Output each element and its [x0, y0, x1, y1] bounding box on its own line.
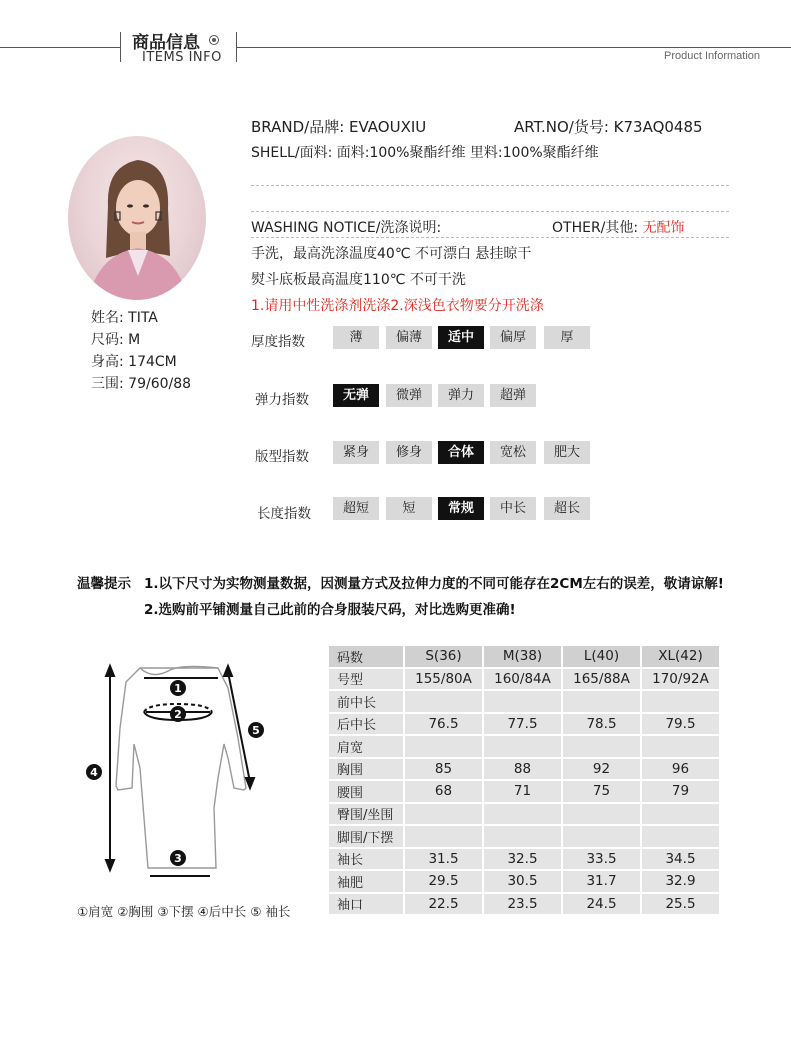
header-cell: M(38): [484, 646, 561, 667]
table-cell: [405, 691, 482, 712]
row-label: 腰围: [329, 781, 403, 802]
header-dot-icon: [209, 35, 219, 45]
index-thickness-label: 厚度指数: [251, 334, 305, 350]
header-cell: 码数: [329, 646, 403, 667]
notice-line-1: 1.以下尺寸为实物测量数据，因测量方式及拉伸力度的不同可能存在2CM左右的误差，敬请谅解!: [144, 576, 724, 592]
table-cell: 24.5: [563, 894, 640, 915]
row-label: 胸围: [329, 759, 403, 780]
table-cell: 77.5: [484, 714, 561, 735]
index-elasticity-label: 弹力指数: [255, 392, 309, 408]
thickness-option-4: 偏厚: [490, 326, 536, 349]
length-option-2: 短: [386, 497, 432, 520]
table-cell: 165/88A: [563, 669, 640, 690]
thickness-option-1: 薄: [333, 326, 379, 349]
length-option-3-selected: 常规: [438, 497, 484, 520]
notice-line-2: 2.选购前平铺测量自己此前的合身服装尺码，对比选购更准确!: [144, 602, 516, 618]
table-cell: 33.5: [563, 849, 640, 870]
fit-option-4: 宽松: [490, 441, 536, 464]
table-row: [329, 871, 719, 892]
table-cell: [405, 826, 482, 847]
spec-shell: SHELL/面料: 面料:100%聚酯纤维 里料:100%聚酯纤维: [251, 145, 599, 161]
table-row: [329, 826, 719, 847]
header-cell: S(36): [405, 646, 482, 667]
table-cell: 30.5: [484, 871, 561, 892]
diagram-legend: ①肩宽 ②胸围 ③下摆 ④后中长 ⑤ 袖长: [77, 904, 291, 919]
fit-option-2: 修身: [386, 441, 432, 464]
row-label: 袖口: [329, 894, 403, 915]
row-label: 臀围/坐围: [329, 804, 403, 825]
table-row: [329, 691, 719, 712]
table-row: [329, 669, 719, 690]
row-label: 肩宽: [329, 736, 403, 757]
table-row: [329, 781, 719, 802]
model-measurements: 三围: 79/60/88: [91, 376, 192, 392]
table-cell: 88: [484, 759, 561, 780]
table-row: [329, 804, 719, 825]
table-cell: 22.5: [405, 894, 482, 915]
spec-divider-3: [251, 237, 729, 238]
row-label: 袖肥: [329, 871, 403, 892]
spec-other-value: 无配饰: [642, 220, 685, 236]
table-cell: 25.5: [642, 894, 719, 915]
table-cell: [563, 804, 640, 825]
length-option-4: 中长: [490, 497, 536, 520]
table-cell: [484, 804, 561, 825]
table-cell: 32.9: [642, 871, 719, 892]
table-row: [329, 714, 719, 735]
model-avatar: [68, 136, 206, 300]
table-cell: [563, 826, 640, 847]
table-cell: [405, 736, 482, 757]
header-cell: L(40): [563, 646, 640, 667]
marker-1-label: 1: [174, 682, 182, 695]
notice-label: 温馨提示: [77, 576, 131, 592]
table-cell: [563, 691, 640, 712]
table-cell: 78.5: [563, 714, 640, 735]
marker-5-label: 5: [252, 724, 260, 737]
header-right-text: Product Information: [664, 50, 760, 62]
table-cell: 68: [405, 781, 482, 802]
wash-line-1: 手洗，最高洗涤温度40℃ 不可漂白 悬挂晾干: [251, 246, 532, 262]
table-cell: 85: [405, 759, 482, 780]
header-rule-right: [236, 47, 791, 48]
model-name: 姓名: TITA: [91, 310, 158, 326]
model-info: [91, 307, 191, 395]
elasticity-option-1-selected: 无弹: [333, 384, 379, 407]
table-row: [329, 759, 719, 780]
table-cell: 160/84A: [484, 669, 561, 690]
spec-other: [552, 217, 685, 237]
marker-3-label: 3: [174, 852, 182, 865]
header-title: 商品信息: [132, 33, 200, 53]
index-fit-label: 版型指数: [255, 449, 309, 465]
spec-divider-2: [251, 211, 729, 212]
wash-line-3: 1.请用中性洗涤剂洗涤2.深浅色衣物要分开洗涤: [251, 298, 544, 314]
table-cell: 23.5: [484, 894, 561, 915]
table-cell: [484, 691, 561, 712]
table-cell: [642, 691, 719, 712]
spec-divider-1: [251, 185, 729, 186]
table-cell: 34.5: [642, 849, 719, 870]
fit-option-3-selected: 合体: [438, 441, 484, 464]
table-cell: 155/80A: [405, 669, 482, 690]
row-label: 后中长: [329, 714, 403, 735]
row-label: 前中长: [329, 691, 403, 712]
table-cell: 79: [642, 781, 719, 802]
row-label: 号型: [329, 669, 403, 690]
model-size: 尺码: M: [91, 332, 141, 348]
thickness-option-3-selected: 适中: [438, 326, 484, 349]
table-cell: [405, 804, 482, 825]
table-cell: 31.5: [405, 849, 482, 870]
table-cell: [642, 736, 719, 757]
marker-4-label: 4: [90, 766, 98, 779]
table-cell: 92: [563, 759, 640, 780]
length-option-1: 超短: [333, 497, 379, 520]
table-cell: 71: [484, 781, 561, 802]
fit-option-5: 肥大: [544, 441, 590, 464]
size-table: [327, 644, 721, 916]
elasticity-option-2: 微弹: [386, 384, 432, 407]
table-cell: 29.5: [405, 871, 482, 892]
table-cell: 76.5: [405, 714, 482, 735]
table-cell: 75: [563, 781, 640, 802]
header-tick-left: [120, 32, 121, 62]
header-subtitle: ITEMS INFO: [142, 50, 222, 65]
table-cell: [484, 826, 561, 847]
spec-other-label: OTHER/其他:: [552, 220, 643, 236]
table-cell: 170/92A: [642, 669, 719, 690]
table-cell: [642, 804, 719, 825]
marker-2-label: 2: [174, 708, 182, 721]
wash-line-2: 熨斗底板最高温度110℃ 不可干洗: [251, 272, 466, 288]
index-length-label: 长度指数: [257, 506, 311, 522]
spec-art-no: ART.NO/货号: K73AQ0485: [514, 118, 703, 136]
length-option-5: 超长: [544, 497, 590, 520]
spec-brand: BRAND/品牌: EVAOUXIU: [251, 118, 427, 136]
spec-washing-label: WASHING NOTICE/洗涤说明:: [251, 220, 442, 236]
table-row: [329, 736, 719, 757]
header-cell: XL(42): [642, 646, 719, 667]
elasticity-option-4: 超弹: [490, 384, 536, 407]
garment-diagram: [78, 658, 290, 884]
row-label: 袖长: [329, 849, 403, 870]
thickness-option-2: 偏薄: [386, 326, 432, 349]
row-label: 脚围/下摆: [329, 826, 403, 847]
table-row: [329, 894, 719, 915]
elasticity-option-3: 弹力: [438, 384, 484, 407]
table-row: [329, 849, 719, 870]
header-rule-left: [0, 47, 120, 48]
thickness-option-5: 厚: [544, 326, 590, 349]
table-cell: 32.5: [484, 849, 561, 870]
model-portrait-icon: [68, 136, 206, 300]
fit-option-1: 紧身: [333, 441, 379, 464]
table-cell: 31.7: [563, 871, 640, 892]
table-cell: [642, 826, 719, 847]
table-cell: [563, 736, 640, 757]
table-cell: 96: [642, 759, 719, 780]
table-cell: 79.5: [642, 714, 719, 735]
table-cell: [484, 736, 561, 757]
size-table-header: [329, 646, 719, 667]
model-height: 身高: 174CM: [91, 354, 177, 370]
